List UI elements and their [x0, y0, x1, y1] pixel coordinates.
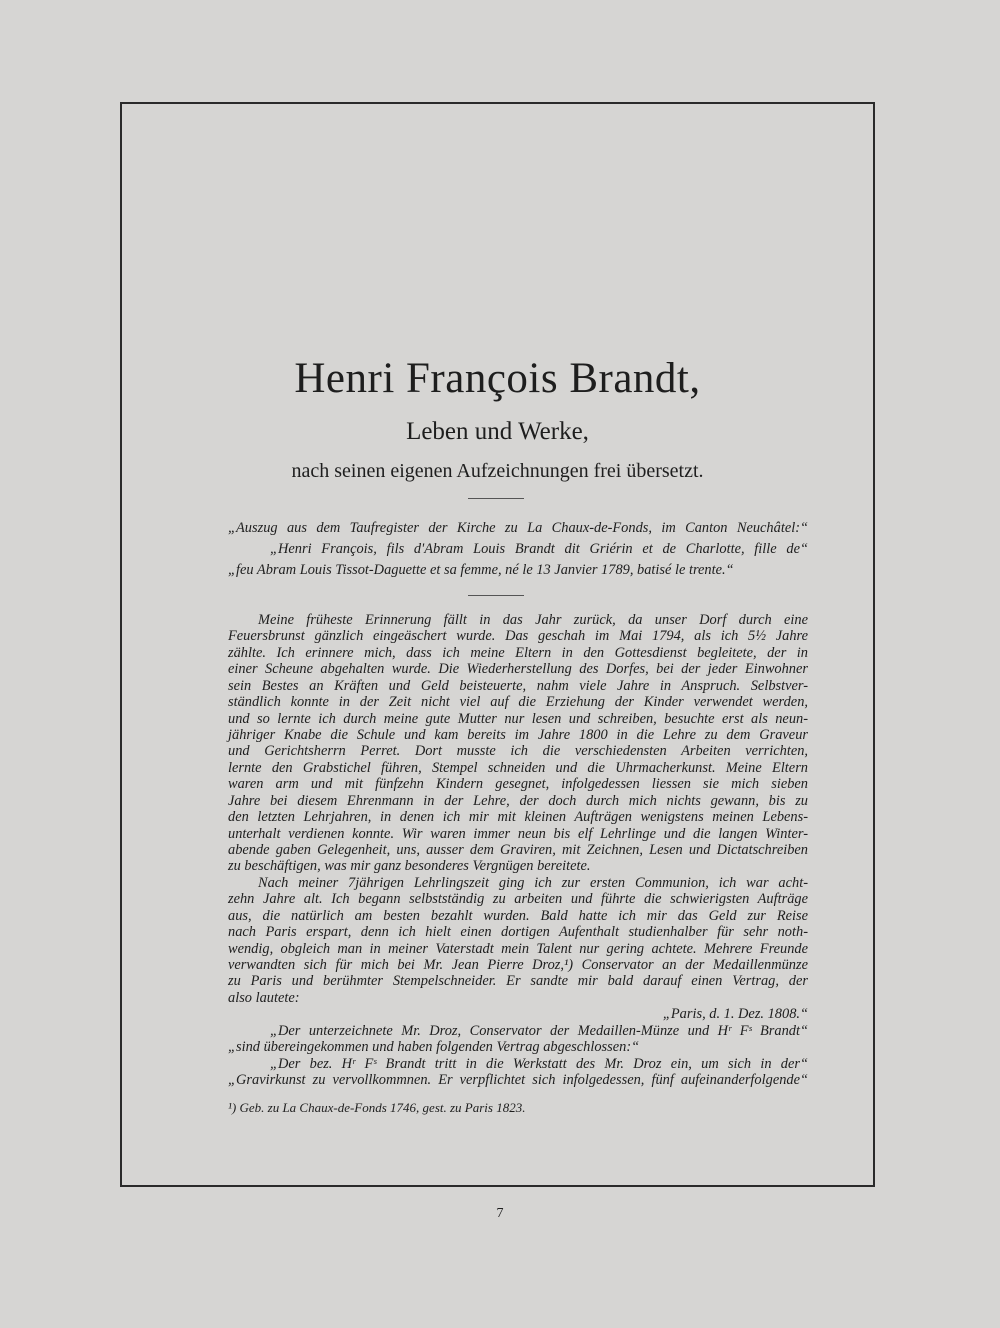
body-line: „Der unterzeichnete Mr. Droz, Conservator der Medaillen-Münze und Hʳ Fˢ Brandt“ — [270, 1022, 808, 1039]
letter-dateline: „Paris, d. 1. Dez. 1808.“ — [662, 1006, 808, 1023]
page-subsubtitle: nach seinen eigenen Aufzeichnungen frei übersetzt. — [291, 460, 704, 482]
body-line: Feuersbrunst gänzlich eingeäschert wurde. Das geschah im Mai 1794, als ich 5½ Jahre — [228, 628, 808, 645]
quote-line: „Henri François, fils d'Abram Louis Brandt dit Griérin et de Charlotte, fille de“ — [270, 541, 808, 557]
body-line: den letzten Lehrjahren, in denen ich mir mit kleinen Aufträgen wenigstens meinen Lebens- — [228, 809, 808, 826]
body-line: aus, die natürlich am besten bezahlt wurden. Bald hatte ich mir das Geld zur Reise — [228, 907, 808, 924]
page-title: Henri François Brandt, — [294, 355, 701, 402]
body-line: „Gravirkunst zu vervollkommnen. Er verpflichtet sich infolgedessen, fünf aufeinanderfolgende“ — [228, 1072, 808, 1088]
body-line: lernte den Grabstichel führen, Stempel schneiden und die Uhrmacherkunst. Meine Eltern — [228, 759, 808, 776]
body-line: zählte. Ich erinnere mich, dass ich meine Eltern in den Gottesdienst begleitete, der in — [228, 644, 808, 661]
body-line: also lautete: — [228, 989, 300, 1006]
page-number: 7 — [496, 1206, 504, 1221]
body-line: unterhalt verdienen konnte. Wir waren immer neun bis elf Lehrlinge und die langen Winter- — [228, 825, 808, 842]
body-line: und so lernte ich durch meine gute Mutter nur lesen und schreiben, besuchte erst als neun- — [228, 710, 808, 727]
divider-rule — [468, 498, 524, 499]
body-line: und Gerichtsherrn Perret. Dort musste ich die verschiedensten Arbeiten verrichten, — [228, 743, 808, 760]
body-line: Jahre bei diesem Ehrenmann in der Lehre, der doch durch mich nichts gewann, bis zu — [228, 792, 808, 809]
body-line: zu Paris und berühmter Stempelschneider. Er sandte mir bald darauf einen Vertrag, der — [228, 973, 808, 990]
body-line: nach Paris erspart, denn ich hielt einen dortigen Aufenthalt studienhalber für sehr noth- — [228, 924, 808, 941]
body-line: verwandten sich für mich bei Mr. Jean Pierre Droz,¹) Conservator an der Medaillenmünze — [228, 957, 808, 973]
body-line: waren arm und mit fünfzehn Kindern gesegnet, infolgedessen liessen sie mich sieben — [228, 776, 808, 793]
body-line: Meine früheste Erinnerung fällt in das Jahr zurück, da unser Dorf durch eine — [258, 612, 808, 628]
body-line: zu beschäftigen, was mir ganz besonderes Vergnügen bereitete. — [228, 858, 591, 875]
body-line: „Der bez. Hʳ Fˢ Brandt tritt in die Werkstatt des Mr. Droz ein, um sich in der“ — [270, 1055, 808, 1072]
body-line: Nach meiner 7jährigen Lehrlingszeit ging ich zur ersten Communion, ich war acht- — [258, 874, 808, 891]
quote-line: „Auszug aus dem Taufregister der Kirche zu La Chaux-de-Fonds, im Canton Neuchâtel:“ — [228, 520, 808, 536]
quote-line: „feu Abram Louis Tissot-Daguette et sa femme, né le 13 Janvier 1789, batisé le trente.“ — [228, 562, 734, 578]
page-subtitle: Leben und Werke, — [406, 418, 589, 445]
body-line: abende gaben Gelegenheit, uns, ausser dem Graviren, mit Zeichnen, Lesen und Dictatschreiben — [228, 842, 808, 858]
footnote: ¹) Geb. zu La Chaux-de-Fonds 1746, gest. zu Paris 1823. — [228, 1100, 526, 1115]
body-line: wendig, obgleich man in meiner Vaterstadt mein Talent nur gering achtete. Mehrere Freunde — [228, 940, 808, 957]
body-line: einer Scheune abgehalten wurde. Die Wiederherstellung des Dorfes, bei der jeder Einwohner — [228, 661, 808, 678]
body-line: „sind übereingekommen und haben folgenden Vertrag abgeschlossen:“ — [228, 1039, 640, 1056]
body-line: sein Bestes an Kräften und Geld beisteuerte, nahm viele Jahre in Anspruch. Selbstver- — [228, 677, 808, 694]
body-line: ständlich konnte in der Zeit nicht viel auf die Erziehung der Kinder verwendet werden, — [228, 694, 808, 711]
body-line: zehn Jahre alt. Ich begann selbstständig zu arbeiten und führte die schwierigsten Aufträge — [228, 891, 808, 908]
divider-rule — [468, 595, 524, 596]
body-line: jähriger Knabe die Schule und kam bereits im Jahre 1800 in die Lehre zu dem Graveur — [228, 727, 808, 743]
